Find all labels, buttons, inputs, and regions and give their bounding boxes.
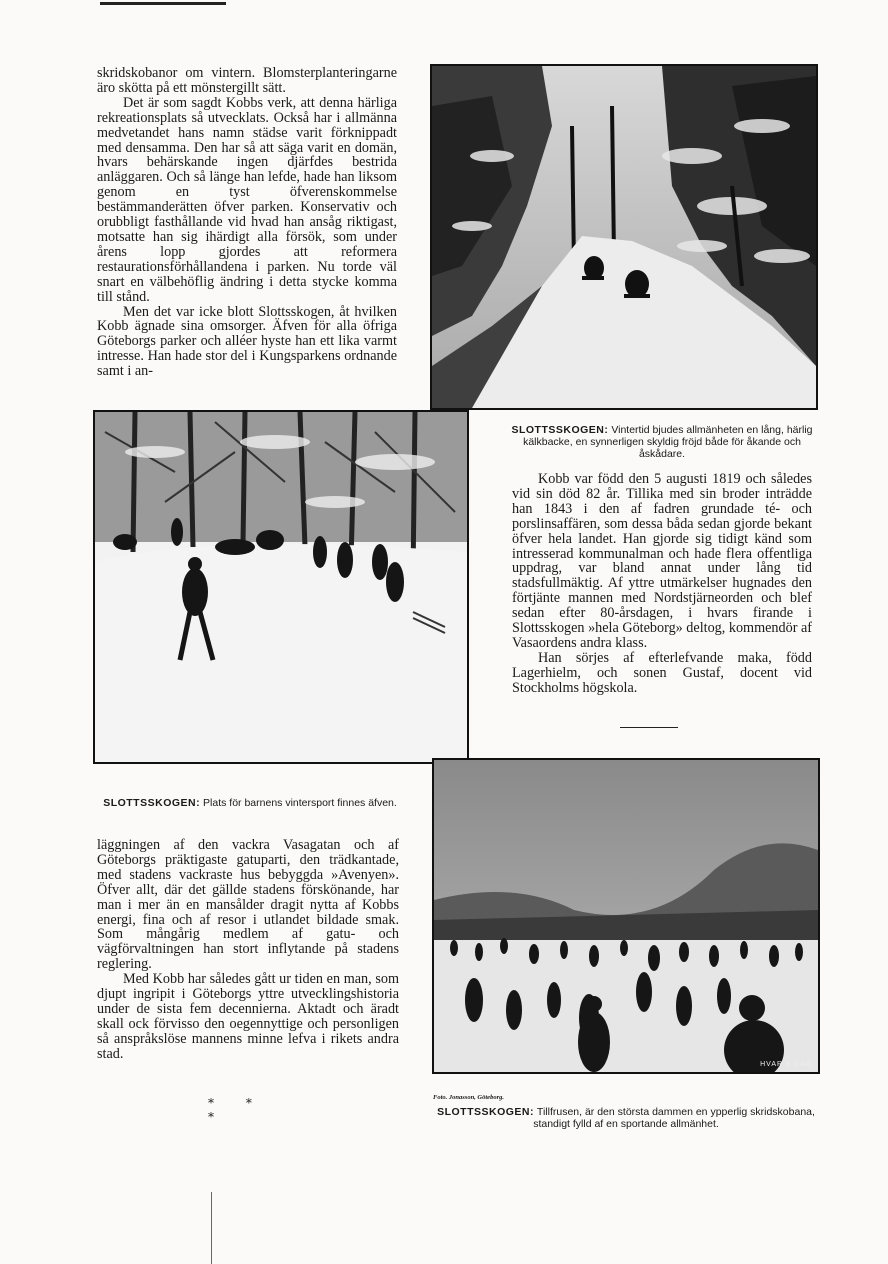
caption-title: SLOTTSSKOGEN: <box>511 424 609 436</box>
photo-skating-pond <box>432 758 820 1074</box>
paragraph: Med Kobb har således gått ur tiden en man, som djupt ingripit i Göteborgs yttre utvecklingshistoria under de sista fem decennierna. Aktadt och äradt skall ock förvisso den oegennyttige och personligen så anspråkslöse mannens minne lefva i rikets andra stad. <box>97 971 399 1062</box>
photo-children-sledding <box>93 410 469 764</box>
caption-photo-1 <box>506 424 818 460</box>
caption-text: Tillfrusen, är den största dammen en ypperlig skridskobana, standigt fylld af en sportande allmänhet. <box>533 1106 815 1130</box>
caption-text: Vintertid bjudes allmänheten en lång, härlig kälkbacke, en synnerligen skyldig fröjd både för åkande och åskådare. <box>523 424 813 460</box>
photo-sledding-hill <box>430 64 818 410</box>
caption-text: Plats för barnens vintersport finnes äfven. <box>203 797 397 809</box>
caption-title: SLOTTSSKOGEN: <box>437 1106 534 1118</box>
article-column-2 <box>512 472 812 696</box>
paragraph: Men det var icke blott Slottsskogen, åt hvilken Kobb ägnade sina omsorger. Äfven för alla öfriga Göteborgs parker och alléer hyste han ett lika varmt intresse. Han hade stor del i Kungsparkens ordnande samt i an- <box>97 303 397 380</box>
paragraph: Han sörjes af efterlefvande maka, född Lagerhielm, och sonen Gustaf, docent vid Stockholms högskola. <box>512 649 812 696</box>
caption-title: SLOTTSSKOGEN: <box>103 797 201 809</box>
paragraph: Det är som sagdt Kobbs verk, att denna härliga rekreationsplats så utvecklats. Också har i allmänna medvetandet hans namn städse varit förknippadt med densamma. Den har så att säga varit en domän, hvars behärskande ingen djärfdes bestrida anläggaren. Och så länge han lefde, hade han liksom genom en tyst öfverenskommelse bestämmanderätten öfver parken. Konservativ och orubbligt fasthållande vid hvad han ansåg riktigast, motsatte han sig ihärdigt alla försök, som under årens lopp gjordes att reformera restaurationsförhållandena i parken. Nu torde väl snart en välbehöflig ändring i detta stycke komma till stånd. <box>97 94 397 305</box>
section-asterisks: * * * <box>208 1096 266 1124</box>
masthead-fragment <box>100 0 186 1</box>
caption-photo-3 <box>432 1106 820 1130</box>
section-end-rule <box>620 727 678 728</box>
article-column-1-top <box>97 66 397 379</box>
photo-credit: Foto. Jonasson, Göteborg. <box>433 1094 504 1101</box>
caption-photo-2 <box>100 797 400 809</box>
paragraph: Kobb var född den 5 augusti 1819 och således vid sin död 82 år. Tillika med sin broder inträdde han 1843 i den af fadren grundade té- och porslinsaffären, som dessa båda sedan gjorde bekant öfver hela landet. Han gjorde sig tidigt känd som intresserad kommunalman och hade flera offentliga uppdrag, var bland annat under lång tid stadsfullmäktig. Af yttre utmärkelser hugnades den förtjänte mannen med Nordstjärneorden och blef sedan efter 80-årsdagen, i hvars firande i Slottsskogen »hela Göteborg» deltog, kommendör af Vasaordens andra klass. <box>512 471 812 651</box>
masthead-rule <box>100 2 226 5</box>
paragraph: skridskobanor om vintern. Blomsterplanteringarne äro skötta på ett mönstergillt sätt. <box>97 65 397 96</box>
paragraph: läggningen af den vackra Vasagatan och af Göteborgs präktigaste gatuparti, den trädkantade, med stadens vackraste hus bebyggda »Avenyen». Öfver allt, där det gällde stadens förskönande, har man i mer än en mansålder dragit nytta af Kobbs energi, fina och af resor i utlandet bildade smak. Som mångårig medlem af gatu- och vägförvaltningen han stort inflytande på stadens reglering. <box>97 837 399 973</box>
margin-line <box>211 1192 212 1264</box>
article-column-1-bottom <box>97 838 399 1062</box>
photo-watermark: HVAR 8 DAG <box>760 1061 812 1068</box>
